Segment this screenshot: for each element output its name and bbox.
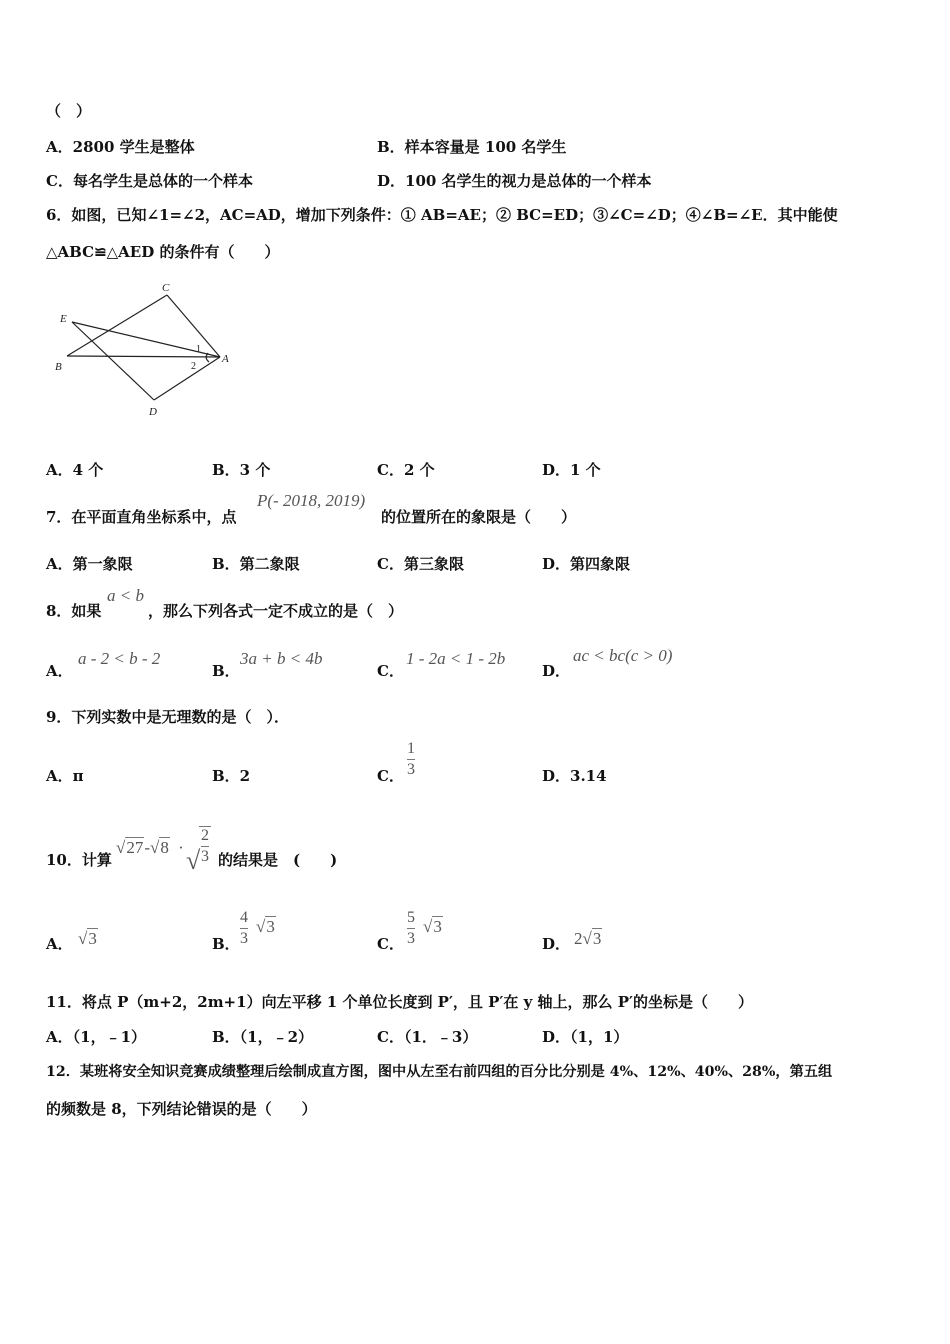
q8-option-b-expr: 3a + b < 4b	[240, 649, 323, 668]
segment-bc	[67, 295, 167, 356]
label-e: E	[60, 313, 67, 325]
q7-stem-pre: 7．在平面直角坐标系中，点	[46, 508, 237, 526]
q11-option-a[interactable]: A．（1，﹣1）	[46, 1028, 147, 1046]
fraction-bar	[407, 759, 415, 760]
q10-option-b-label[interactable]: B．	[212, 935, 240, 953]
q9-stem: 9．下列实数中是无理数的是（ ）．	[46, 708, 289, 726]
q11-stem: 11．将点 P（m+2，2m+1）向左平移 1 个单位长度到 P′，且 P′在 y 轴上，那么 P′的坐标是（ ）	[46, 993, 753, 1011]
q9-option-c-label[interactable]: C．	[377, 767, 404, 785]
q6-stem-line1: 6．如图，已知∠1=∠2，AC=AD，增加下列条件：① AB=AE；② BC=ED；③∠C=∠D；④∠B=∠E．其中能使	[46, 206, 838, 224]
fraction-denominator: 3	[407, 761, 415, 778]
label-angle-1: 1	[196, 344, 201, 355]
q6-option-c[interactable]: C．2 个	[377, 461, 435, 479]
segment-da	[154, 357, 220, 400]
q8-stem-pre: 8．如果	[46, 602, 102, 620]
sqrt-symbol: √	[582, 929, 592, 948]
q8-option-b-label[interactable]: B．	[212, 662, 240, 680]
q7-option-c[interactable]: C．第三象限	[377, 555, 464, 573]
q9-option-d[interactable]: D．3.14	[542, 767, 607, 785]
fraction-numerator: 1	[407, 740, 415, 757]
q10-stem-pre: 10．计算	[46, 851, 112, 869]
q10-expression	[116, 838, 184, 858]
q7-point-expr: P(- 2018, 2019)	[257, 491, 366, 510]
q10-option-d-expr	[574, 929, 602, 949]
q8-option-c-expr: 1 - 2a < 1 - 2b	[406, 649, 506, 668]
q10-sqrt-fraction	[199, 826, 211, 866]
label-c: C	[162, 282, 170, 294]
dot-operator: ·	[178, 838, 184, 857]
q10-option-c-fraction	[407, 909, 415, 948]
q7-option-b[interactable]: B．第二象限	[212, 555, 300, 573]
fraction-numerator: 5	[407, 909, 415, 926]
q6-option-b[interactable]: B．3 个	[212, 461, 271, 479]
q6-stem-line2: △ABC≌△AED 的条件有（ ）	[46, 243, 280, 261]
fraction-denominator: 3	[240, 930, 248, 947]
fraction-numerator: 4	[240, 909, 248, 926]
q11-option-c[interactable]: C．（1．﹣3）	[377, 1028, 478, 1046]
sqrt-symbol: √	[423, 917, 433, 936]
q10-option-a-expr	[78, 929, 98, 949]
q8-condition: a < b	[107, 586, 144, 605]
q6-option-a[interactable]: A．4 个	[46, 461, 104, 479]
sqrt-symbol: √	[150, 838, 160, 857]
q8-option-d-label[interactable]: D．	[542, 662, 571, 680]
q7-option-a[interactable]: A．第一象限	[46, 555, 133, 573]
q9-option-b[interactable]: B．2	[212, 767, 251, 785]
q10-option-c-sqrt	[423, 917, 443, 937]
radicand: 3	[592, 929, 602, 948]
q12-stem-line1: 12．某班将安全知识竞赛成绩整理后绘制成直方图，图中从左至右前四组的百分比分别是 4%、12%、40%、28%，第五组	[46, 1064, 833, 1080]
label-d: D	[149, 406, 157, 418]
q12-stem-line2: 的频数是 8，下列结论错误的是（ ）	[46, 1100, 317, 1118]
minus-sign: -	[144, 838, 151, 857]
q10-option-a-label[interactable]: A．	[46, 935, 73, 953]
q7-stem-post: 的位置所在的象限是（ ）	[381, 508, 577, 526]
label-b: B	[55, 361, 62, 373]
q10-option-b-sqrt	[256, 917, 276, 937]
q10-option-d-label[interactable]: D．	[542, 935, 571, 953]
q8-option-a-label[interactable]: A．	[46, 662, 73, 680]
q8-option-a-expr: a - 2 < b - 2	[78, 649, 161, 668]
radicand: 3	[433, 917, 442, 936]
segment-ca	[167, 295, 220, 357]
q10-option-c-label[interactable]: C．	[377, 935, 404, 953]
q11-option-d[interactable]: D．（1，1）	[542, 1028, 629, 1046]
q5-option-c[interactable]: C．每名学生是总体的一个样本	[46, 172, 253, 190]
q10-option-b-fraction	[240, 909, 248, 948]
label-angle-2: 2	[191, 361, 196, 372]
q7-option-d[interactable]: D．第四象限	[542, 555, 631, 573]
fraction-denominator: 3	[201, 848, 209, 865]
fraction-bar	[201, 846, 209, 847]
fraction-numerator: 2	[201, 827, 209, 844]
q9-option-a[interactable]: A．π	[46, 767, 84, 785]
fraction-bar	[407, 928, 415, 929]
coefficient: 2	[574, 929, 583, 948]
q5-option-b[interactable]: B．样本容量是 100 名学生	[377, 138, 567, 156]
q5-option-d[interactable]: D．100 名学生的视力是总体的一个样本	[377, 172, 652, 190]
fraction-denominator: 3	[407, 930, 415, 947]
radicand: 3	[266, 917, 275, 936]
q9-option-c-fraction	[407, 740, 415, 779]
q8-stem-post: ，那么下列各式一定不成立的是（ ）	[148, 602, 404, 620]
radicand-27: 27	[126, 838, 144, 857]
sqrt-symbol: √	[78, 929, 88, 948]
segment-ba	[67, 356, 220, 357]
q6-option-d[interactable]: D．1 个	[542, 461, 601, 479]
q10-stem-post: 的结果是 ( )	[218, 851, 338, 869]
q6-geometry-figure	[50, 280, 240, 420]
label-a: A	[222, 353, 229, 365]
q5-option-a[interactable]: A．2800 学生是整体	[46, 138, 195, 156]
sqrt-symbol-large: √	[186, 846, 201, 875]
segment-ed	[72, 322, 154, 400]
q8-option-c-label[interactable]: C．	[377, 662, 404, 680]
q8-option-d-expr: ac < bc(c > 0)	[573, 646, 673, 665]
sqrt-symbol: √	[256, 917, 266, 936]
radicand: 3	[88, 929, 97, 948]
q11-option-b[interactable]: B．（1，﹣2）	[212, 1028, 314, 1046]
sqrt-symbol: √	[116, 838, 126, 857]
q5-answer-paren: （ ）	[46, 102, 92, 120]
fraction-bar	[240, 928, 248, 929]
radicand-8: 8	[160, 838, 169, 857]
